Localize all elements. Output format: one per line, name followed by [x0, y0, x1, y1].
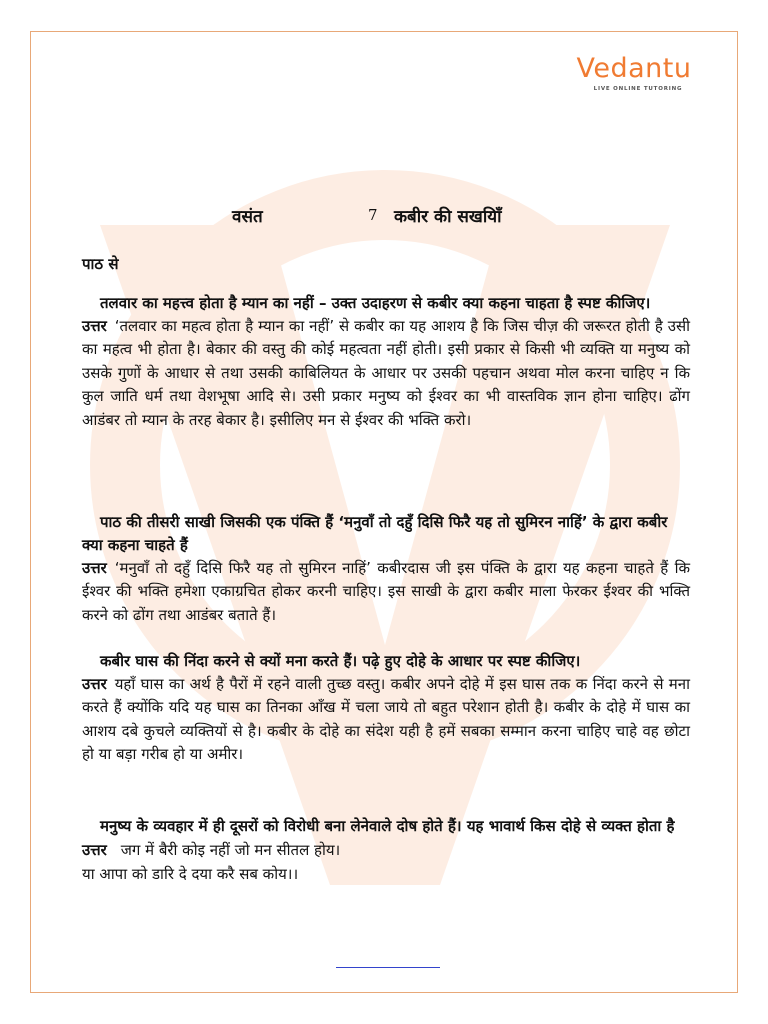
footer-link-underline[interactable]	[336, 967, 440, 968]
vedantu-logo	[574, 52, 694, 100]
answer-label: उत्तर	[82, 559, 107, 577]
question-text: तलवार का महत्त्व होता है म्यान का नहीं – उक्त उदाहरण से कबीर क्या कहना चाहता है स्पष्ट कीजिए।	[100, 294, 651, 312]
chapter-number: 7	[368, 206, 378, 224]
answer-line-1	[82, 838, 690, 862]
chapter-heading	[0, 204, 768, 232]
answer-text	[82, 557, 690, 627]
question-block-3	[82, 650, 690, 767]
question-block-1	[82, 292, 690, 432]
answer-body: ‘मनुवाँ तो दहुँ दिसि फिरै यह तो सुमिरन नाहिं’ कबीरदास जी इस पंक्ति के द्वारा यह कहना चाहते हैं कि ईश्वर की भक्ति हमेशा एकाग्रचित होकर करनी चाहिए। इस साखी के द्वारा कबीर माला फेरकर ईश्वर की भक्ति करने को ढोंग तथा आडंबर बताते हैं।	[82, 559, 690, 624]
question-block-4	[82, 815, 690, 886]
chapter-title: कबीर की सखयिाँ	[394, 207, 502, 227]
answer-label: उत्तर	[82, 317, 107, 335]
book-name: वसंत	[232, 207, 263, 227]
question-text: पाठ की तीसरी साखी जिसकी एक पंक्ति हैं ‘मनुवाँ तो दहुँ दिसि फिरै यह तो सुमिरन नाहिं’ के द्वारा कबीर क्या कहना चाहते हैं	[82, 513, 668, 554]
answer-label: उत्तर	[82, 841, 107, 859]
answer-line-2: या आपा को डारि दे दया करै सब कोय।।	[82, 865, 299, 883]
section-heading: पाठ से	[82, 255, 119, 273]
question-text: मनुष्य के व्यवहार में ही दूसरों को विरोधी बना लेनेवाले दोष होते हैं। यह भावार्थ किस दोहे से व्यक्त होता है	[100, 817, 675, 835]
answer-body: यहाँ घास का अर्थ है पैरों में रहने वाली तुच्छ वस्तु। कबीर अपने दोहे में इस घास तक क निंदा करने से मना करते हैं क्योंकि यदि यह घास का तिनका आँख में चला जाये तो बहुत परेशान होती है। कबीर के दोहे में घास का आशय दबे कुचले व्यक्तियों से है। कबीर के दोहे का संदेश यही है हमें सबका सम्मान करना चाहिए चाहे वह छोटा हो या बड़ा गरीब हो या अमीर।	[82, 675, 690, 764]
logo-wordmark: Vedantu	[576, 53, 692, 84]
logo-tagline: LIVE ONLINE TUTORING	[593, 86, 683, 92]
answer-text	[82, 315, 690, 432]
couplet-line-1: जग में बैरी कोइ नहीं जो मन सीतल होय।	[120, 841, 341, 859]
answer-text	[82, 673, 690, 767]
answer-label: उत्तर	[82, 675, 107, 693]
question-block-2	[82, 511, 690, 627]
answer-body: ‘तलवार का महत्व होता है म्यान का नहीं’ से कबीर का यह आशय है कि जिस चीज़ की जरूरत होती है उसी का महत्व भी होता है। बेकार की वस्तु की कोई महत्वता नहीं होती। इसी प्रकार से किसी भी व्यक्ति या मनुष्य को उसके गुणों के आधार से तथा उसकी काबिलियत के आधार पर उसकी पहचान अथवा मोल करना चाहिए न कि कुल जाति धर्म तथा वेशभूषा आदि से। उसी प्रकार मनुष्य को ईश्वर का भी वास्तविक ज्ञान होना चाहिए। ढोंग आडंबर तो म्यान के तरह बेकार है। इसीलिए मन से ईश्वर की भक्ति करो।	[82, 317, 690, 429]
question-text: कबीर घास की निंदा करने से क्यों मना करते हैं। पढ़े हुए दोहे के आधार पर स्पष्ट कीजिए।	[100, 652, 581, 670]
